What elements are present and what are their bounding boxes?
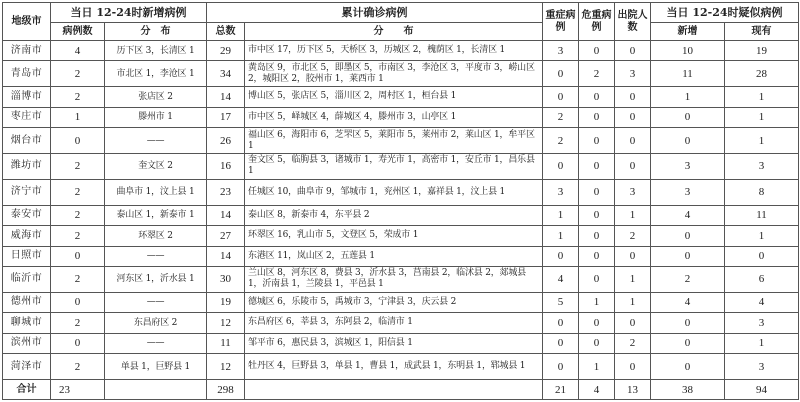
new-dist-cell: —— <box>105 246 207 266</box>
city-cell: 德州市 <box>3 292 51 312</box>
total-cell: 19 <box>207 292 245 312</box>
totals-severe: 21 <box>543 380 579 400</box>
header-new-dist: 分 布 <box>105 23 207 41</box>
severe-cell: 0 <box>543 87 579 107</box>
total-cell: 14 <box>207 205 245 225</box>
covid-cases-table <box>2 2 799 400</box>
dist-cell: 泰山区 8，新泰市 4，东平县 2 <box>245 205 543 225</box>
suspect-new-cell: 10 <box>651 41 725 61</box>
severe-cell: 3 <box>543 41 579 61</box>
critical-cell: 0 <box>579 128 615 154</box>
new-count-cell: 0 <box>51 333 105 353</box>
table-row <box>3 61 799 87</box>
critical-cell: 0 <box>579 313 615 333</box>
table-row <box>3 41 799 61</box>
header-suspect-new: 新增 <box>651 23 725 41</box>
header-row-2 <box>3 23 799 41</box>
discharged-cell: 3 <box>615 61 651 87</box>
dist-cell: 牡丹区 4，巨野县 3，单县 1，曹县 1，成武县 1，东明县 1，郓城县 1 <box>245 354 543 380</box>
discharged-cell: 1 <box>615 266 651 292</box>
severe-cell: 0 <box>543 354 579 380</box>
critical-cell: 0 <box>579 205 615 225</box>
suspect-current-cell: 6 <box>725 266 799 292</box>
suspect-new-cell: 1 <box>651 87 725 107</box>
dist-cell: 东港区 11，岚山区 2，五莲县 1 <box>245 246 543 266</box>
discharged-cell: 3 <box>615 179 651 205</box>
suspect-current-cell: 1 <box>725 128 799 154</box>
new-dist-cell: —— <box>105 128 207 154</box>
new-count-cell: 2 <box>51 266 105 292</box>
new-count-cell: 4 <box>51 41 105 61</box>
totals-total: 298 <box>207 380 245 400</box>
city-cell: 临沂市 <box>3 266 51 292</box>
total-cell: 34 <box>207 61 245 87</box>
table-row <box>3 87 799 107</box>
header-suspect-current: 现有 <box>725 23 799 41</box>
critical-cell: 2 <box>579 61 615 87</box>
critical-cell: 0 <box>579 87 615 107</box>
table-row <box>3 153 799 179</box>
total-cell: 23 <box>207 179 245 205</box>
new-dist-cell: 滕州市 1 <box>105 107 207 127</box>
new-count-cell: 2 <box>51 313 105 333</box>
severe-cell: 3 <box>543 179 579 205</box>
city-cell: 济宁市 <box>3 179 51 205</box>
discharged-cell: 0 <box>615 354 651 380</box>
discharged-cell: 0 <box>615 313 651 333</box>
header-severe: 重症病例 <box>543 3 579 41</box>
critical-cell: 0 <box>579 266 615 292</box>
dist-cell: 德城区 6，乐陵市 5，禹城市 3，宁津县 3，庆云县 2 <box>245 292 543 312</box>
city-cell: 威海市 <box>3 226 51 246</box>
city-cell: 泰安市 <box>3 205 51 225</box>
discharged-cell: 1 <box>615 205 651 225</box>
severe-cell: 2 <box>543 128 579 154</box>
critical-cell: 0 <box>579 333 615 353</box>
severe-cell: 2 <box>543 107 579 127</box>
total-cell: 11 <box>207 333 245 353</box>
total-cell: 12 <box>207 354 245 380</box>
critical-cell: 0 <box>579 107 615 127</box>
suspect-new-cell: 0 <box>651 246 725 266</box>
city-cell: 济南市 <box>3 41 51 61</box>
discharged-cell: 0 <box>615 107 651 127</box>
totals-label: 合计 <box>3 380 51 400</box>
totals-new-count: 23 <box>51 380 105 400</box>
table-row <box>3 128 799 154</box>
severe-cell: 0 <box>543 246 579 266</box>
suspect-current-cell: 1 <box>725 107 799 127</box>
new-dist-cell: —— <box>105 292 207 312</box>
total-cell: 17 <box>207 107 245 127</box>
suspect-new-cell: 0 <box>651 128 725 154</box>
dist-cell: 奎文区 5，临朐县 3，诸城市 1，寿光市 1，高密市 1，安丘市 1，昌乐县 1 <box>245 153 543 179</box>
suspect-current-cell: 8 <box>725 179 799 205</box>
suspect-new-cell: 0 <box>651 313 725 333</box>
table-row <box>3 226 799 246</box>
city-cell: 滨州市 <box>3 333 51 353</box>
dist-cell: 兰山区 8，河东区 8，费县 3，沂水县 3，莒南县 2，临沭县 2，郯城县 1，沂南县 1，兰陵县 1，平邑县 1 <box>245 266 543 292</box>
table-row <box>3 354 799 380</box>
suspect-new-cell: 0 <box>651 107 725 127</box>
suspect-current-cell: 3 <box>725 153 799 179</box>
table-row <box>3 313 799 333</box>
new-count-cell: 2 <box>51 61 105 87</box>
suspect-current-cell: 1 <box>725 87 799 107</box>
total-cell: 14 <box>207 246 245 266</box>
total-cell: 26 <box>207 128 245 154</box>
city-cell: 枣庄市 <box>3 107 51 127</box>
header-cum-group: 累计确诊病例 <box>207 3 543 23</box>
dist-cell: 邹平市 6，惠民县 3，滨城区 1，阳信县 1 <box>245 333 543 353</box>
totals-new-dist-empty <box>105 380 207 400</box>
city-cell: 日照市 <box>3 246 51 266</box>
new-dist-cell: —— <box>105 333 207 353</box>
header-new-count: 病例数 <box>51 23 105 41</box>
severe-cell: 0 <box>543 61 579 87</box>
table-row <box>3 333 799 353</box>
dist-cell: 东昌府区 6，莘县 3，东阿县 2，临清市 1 <box>245 313 543 333</box>
totals-discharged: 13 <box>615 380 651 400</box>
totals-row <box>3 380 799 400</box>
city-cell: 淄博市 <box>3 87 51 107</box>
table-body <box>3 41 799 380</box>
new-dist-cell: 市北区 1，李沧区 1 <box>105 61 207 87</box>
totals-critical: 4 <box>579 380 615 400</box>
dist-cell: 市中区 5，峄城区 4，薛城区 4，滕州市 3，山亭区 1 <box>245 107 543 127</box>
severe-cell: 5 <box>543 292 579 312</box>
total-cell: 29 <box>207 41 245 61</box>
critical-cell: 1 <box>579 354 615 380</box>
suspect-new-cell: 0 <box>651 226 725 246</box>
dist-cell: 黄岛区 9，市北区 5，即墨区 5，市南区 3，李沧区 3，平度市 3，崂山区 2，城阳区 2，胶州市 1，莱西市 1 <box>245 61 543 87</box>
severe-cell: 0 <box>543 333 579 353</box>
new-dist-cell: 环翠区 2 <box>105 226 207 246</box>
severe-cell: 1 <box>543 226 579 246</box>
suspect-new-cell: 3 <box>651 153 725 179</box>
suspect-current-cell: 3 <box>725 313 799 333</box>
dist-cell: 任城区 10，曲阜市 9，邹城市 1，兖州区 1，嘉祥县 1，汶上县 1 <box>245 179 543 205</box>
total-cell: 12 <box>207 313 245 333</box>
discharged-cell: 0 <box>615 128 651 154</box>
discharged-cell: 0 <box>615 246 651 266</box>
suspect-current-cell: 1 <box>725 333 799 353</box>
table-row <box>3 266 799 292</box>
new-count-cell: 2 <box>51 354 105 380</box>
new-dist-cell: 单县 1，巨野县 1 <box>105 354 207 380</box>
total-cell: 14 <box>207 87 245 107</box>
suspect-new-cell: 11 <box>651 61 725 87</box>
critical-cell: 0 <box>579 41 615 61</box>
table-row <box>3 246 799 266</box>
new-count-cell: 1 <box>51 107 105 127</box>
dist-cell: 福山区 6，海阳市 6，芝罘区 5，莱阳市 5，莱州市 2，莱山区 1，牟平区 1 <box>245 128 543 154</box>
table-row <box>3 107 799 127</box>
discharged-cell: 1 <box>615 292 651 312</box>
table-row <box>3 205 799 225</box>
total-cell: 27 <box>207 226 245 246</box>
totals-dist-empty <box>245 380 543 400</box>
city-cell: 青岛市 <box>3 61 51 87</box>
totals-suspect-current: 94 <box>725 380 799 400</box>
new-dist-cell: 奎文区 2 <box>105 153 207 179</box>
new-dist-cell: 历下区 3，长清区 1 <box>105 41 207 61</box>
critical-cell: 0 <box>579 179 615 205</box>
new-count-cell: 2 <box>51 226 105 246</box>
total-cell: 16 <box>207 153 245 179</box>
city-cell: 聊城市 <box>3 313 51 333</box>
suspect-new-cell: 2 <box>651 266 725 292</box>
new-dist-cell: 泰山区 1，新泰市 1 <box>105 205 207 225</box>
discharged-cell: 0 <box>615 153 651 179</box>
table-row <box>3 179 799 205</box>
header-new-group: 当日 12-24时新增病例 <box>51 3 207 23</box>
severe-cell: 0 <box>543 153 579 179</box>
severe-cell: 1 <box>543 205 579 225</box>
critical-cell: 1 <box>579 292 615 312</box>
discharged-cell: 2 <box>615 333 651 353</box>
dist-cell: 环翠区 16，乳山市 5，文登区 5，荣成市 1 <box>245 226 543 246</box>
header-row-1 <box>3 3 799 23</box>
dist-cell: 博山区 5，张店区 5，淄川区 2，周村区 1，桓台县 1 <box>245 87 543 107</box>
dist-cell: 市中区 17，历下区 5，天桥区 3，历城区 2，槐荫区 1，长清区 1 <box>245 41 543 61</box>
critical-cell: 0 <box>579 153 615 179</box>
suspect-new-cell: 3 <box>651 179 725 205</box>
discharged-cell: 0 <box>615 87 651 107</box>
new-count-cell: 2 <box>51 205 105 225</box>
new-count-cell: 0 <box>51 128 105 154</box>
severe-cell: 0 <box>543 313 579 333</box>
new-count-cell: 0 <box>51 292 105 312</box>
new-count-cell: 2 <box>51 87 105 107</box>
header-critical: 危重病例 <box>579 3 615 41</box>
city-cell: 烟台市 <box>3 128 51 154</box>
discharged-cell: 0 <box>615 41 651 61</box>
city-cell: 潍坊市 <box>3 153 51 179</box>
suspect-new-cell: 4 <box>651 205 725 225</box>
discharged-cell: 2 <box>615 226 651 246</box>
new-count-cell: 0 <box>51 246 105 266</box>
suspect-current-cell: 11 <box>725 205 799 225</box>
suspect-current-cell: 19 <box>725 41 799 61</box>
suspect-new-cell: 0 <box>651 333 725 353</box>
suspect-current-cell: 4 <box>725 292 799 312</box>
suspect-current-cell: 1 <box>725 226 799 246</box>
suspect-current-cell: 3 <box>725 354 799 380</box>
header-cum-total: 总数 <box>207 23 245 41</box>
severe-cell: 4 <box>543 266 579 292</box>
critical-cell: 0 <box>579 246 615 266</box>
header-cum-dist: 分 布 <box>245 23 543 41</box>
table-row <box>3 292 799 312</box>
suspect-current-cell: 28 <box>725 61 799 87</box>
suspect-current-cell: 0 <box>725 246 799 266</box>
total-cell: 30 <box>207 266 245 292</box>
header-discharged: 出院人数 <box>615 3 651 41</box>
new-count-cell: 2 <box>51 179 105 205</box>
new-dist-cell: 河东区 1，沂水县 1 <box>105 266 207 292</box>
new-dist-cell: 张店区 2 <box>105 87 207 107</box>
suspect-new-cell: 4 <box>651 292 725 312</box>
city-cell: 菏泽市 <box>3 354 51 380</box>
header-city: 地级市 <box>3 3 51 41</box>
totals-suspect-new: 38 <box>651 380 725 400</box>
new-dist-cell: 东昌府区 2 <box>105 313 207 333</box>
critical-cell: 0 <box>579 226 615 246</box>
new-count-cell: 2 <box>51 153 105 179</box>
suspect-new-cell: 0 <box>651 354 725 380</box>
header-suspect-group: 当日 12-24时疑似病例 <box>651 3 799 23</box>
new-dist-cell: 曲阜市 1，汶上县 1 <box>105 179 207 205</box>
